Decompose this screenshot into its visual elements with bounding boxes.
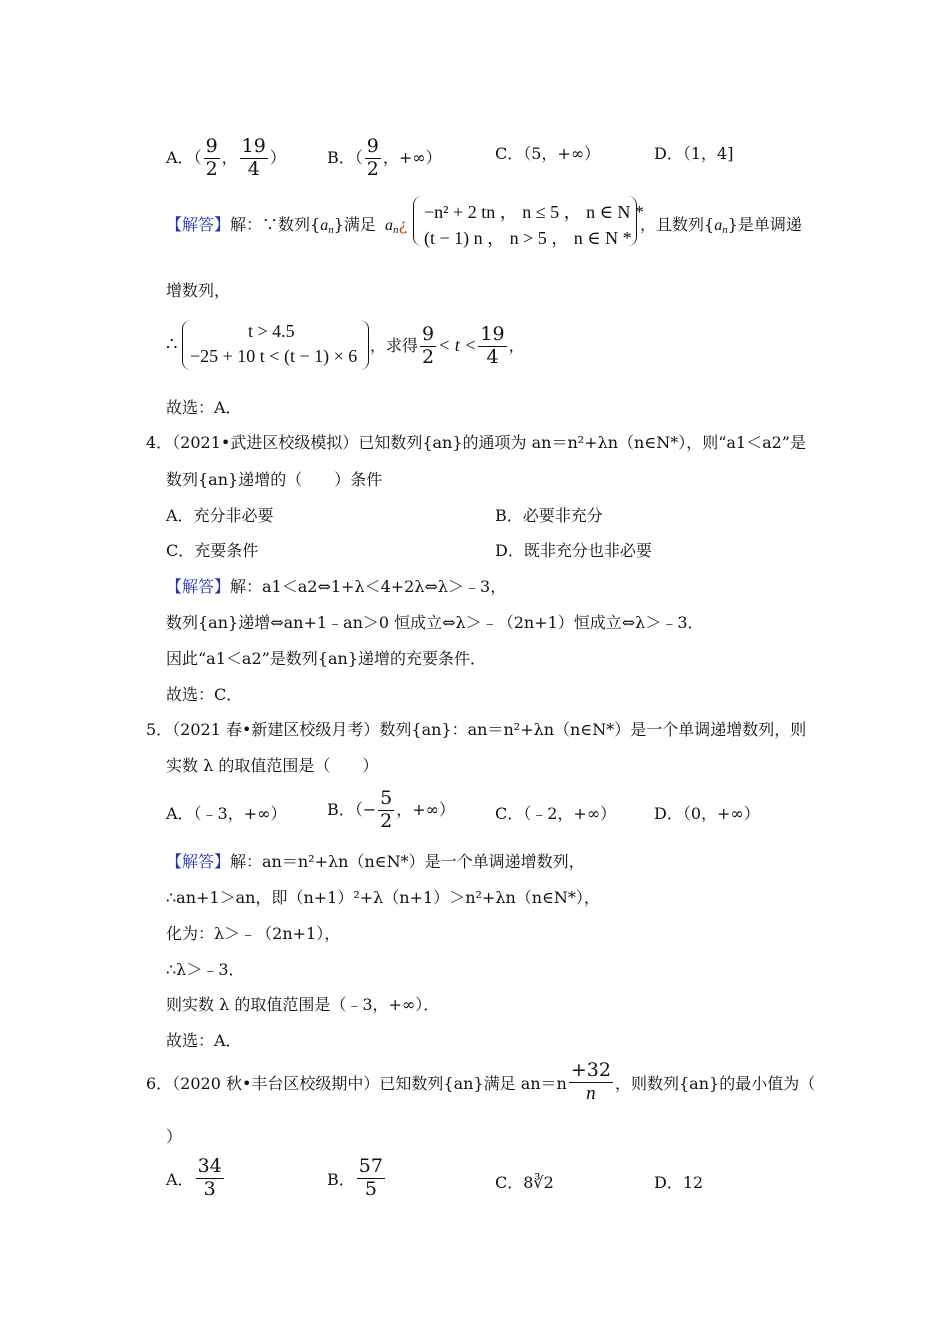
q6-option-c: C．8∛2 xyxy=(495,1173,554,1192)
system-line: t > 4.5 xyxy=(248,321,295,341)
fraction-denominator: 2 xyxy=(380,809,393,832)
q5-option-b-end: ，+∞） xyxy=(396,799,456,819)
q5-answer-line3: 化为：λ＞﹣（2n+1）， xyxy=(166,924,341,943)
system-line: −n² + 2 tn ， n ≤ 5 ， n ∈ N * xyxy=(424,202,644,222)
q3-option-a xyxy=(166,136,286,181)
answer-text: }满足 xyxy=(333,215,376,234)
fraction xyxy=(478,324,506,369)
q4-answer-line1 xyxy=(166,574,506,597)
q4-answer-line2: 数列{an}递增⇔an+1﹣an＞0 恒成立⇔λ＞﹣（2n+1）恒成立⇔λ＞﹣3． xyxy=(166,613,704,632)
q4-answer-line3: 因此“a1＜a2”是数列{an}递增的充要条件． xyxy=(166,649,487,668)
answer-text: 解：an＝n²+λn（n∈N*）是一个单调递增数列， xyxy=(230,852,585,871)
q3-bounds xyxy=(370,324,525,369)
fraction-numerator: 9 xyxy=(366,135,379,157)
fraction-denominator: 2 xyxy=(205,157,218,180)
q3-answer-line xyxy=(166,212,407,236)
fraction-denominator: 2 xyxy=(422,345,435,368)
fraction xyxy=(420,324,436,369)
fraction-numerator: 19 xyxy=(480,323,505,345)
q4-option-a: A．充分非必要 xyxy=(166,506,274,525)
var-a: a xyxy=(320,217,329,234)
var-a: a xyxy=(384,217,393,234)
q6-option-b-label: B． xyxy=(327,1169,355,1189)
q5-option-b xyxy=(327,788,455,833)
q3-option-b-end: ，+∞） xyxy=(382,147,442,167)
answer-text: }是单调递 xyxy=(727,215,802,234)
fraction xyxy=(365,136,381,181)
q4-stem-line2: 数列{an}递增的（ ）条件 xyxy=(166,470,383,489)
q6-stem-text: ，则数列{an}的最小值为（ xyxy=(614,1073,816,1093)
fraction-denominator: 4 xyxy=(247,157,260,180)
comma: ， xyxy=(508,335,525,355)
q3-option-b xyxy=(327,136,442,181)
fraction-numerator: 5 xyxy=(380,787,393,809)
q3-answer-cont: 增数列， xyxy=(166,281,231,300)
q3-option-a-label: A．（ xyxy=(166,147,202,167)
answer-text: 解：∵数列{ xyxy=(230,215,321,234)
fraction-denominator: 5 xyxy=(364,1177,377,1200)
stray-glyph: ¿ xyxy=(398,215,408,234)
fraction-numerator: 19 xyxy=(241,135,266,157)
fraction-numerator: 34 xyxy=(197,1155,222,1177)
q5-answer-line5: 则实数 λ 的取值范围是（﹣3，+∞）． xyxy=(166,995,440,1014)
answer-tag: 【解答】 xyxy=(166,577,231,596)
fraction xyxy=(196,1156,224,1201)
q6-option-a xyxy=(166,1156,226,1201)
right-brace xyxy=(360,320,369,370)
inequality: < t < xyxy=(438,334,477,355)
q5-answer-line4: ∴λ＞﹣3． xyxy=(166,960,245,979)
system-line: (t − 1) n ， n > 5 ， n ∈ N * xyxy=(424,228,632,248)
q5-option-d: D．（0，+∞） xyxy=(654,804,760,823)
fraction-denominator: 3 xyxy=(203,1177,216,1200)
fraction-numerator: 57 xyxy=(358,1155,383,1177)
fraction xyxy=(378,788,394,833)
q4-choose: 故选：C． xyxy=(166,685,243,704)
q4-option-b: B．必要非充分 xyxy=(495,506,603,525)
q6-option-d: D．12 xyxy=(654,1173,704,1192)
q5-option-b-label: B．（− xyxy=(327,799,377,819)
fraction-numerator: 9 xyxy=(205,135,218,157)
answer-tag: 【解答】 xyxy=(166,215,231,234)
left-brace xyxy=(413,196,422,246)
fraction-denominator: 2 xyxy=(366,157,379,180)
q3-choose: 故选：A． xyxy=(166,398,242,417)
q6-stem-text: 6．（2020 秋•丰台区校级期中）已知数列{an}满足 an＝n xyxy=(146,1073,567,1093)
q5-option-a: A．（﹣3，+∞） xyxy=(166,804,287,823)
q6-stem-line1 xyxy=(146,1060,815,1105)
fraction-numerator: +32 xyxy=(570,1059,611,1081)
system-line: −25 + 10 t < (t − 1) × 6 xyxy=(190,346,358,366)
q5-stem-line2: 实数 λ 的取值范围是（ ） xyxy=(166,756,379,775)
therefore-symbol: ∴ xyxy=(166,334,178,355)
fraction-numerator: 9 xyxy=(422,323,435,345)
q4-option-c: C．充要条件 xyxy=(166,541,259,560)
subscript-n: n xyxy=(328,224,334,236)
subscript-n: n xyxy=(392,224,399,236)
q5-answer-line2: ∴an+1＞an，即（n+1）²+λ（n+1）＞n²+λn（n∈N*）， xyxy=(166,888,600,907)
fraction xyxy=(240,136,268,181)
right-brace xyxy=(628,196,637,246)
q3-option-d: D．（1，4] xyxy=(654,144,734,163)
fraction xyxy=(357,1156,385,1201)
q4-option-d: D．既非充分也非必要 xyxy=(495,541,652,560)
q5-option-c: C．（﹣2，+∞） xyxy=(495,804,617,823)
fraction xyxy=(569,1060,613,1105)
q3-option-c: C．（5，+∞） xyxy=(495,144,601,163)
q6-option-a-label: A． xyxy=(166,1169,194,1189)
answer-tag: 【解答】 xyxy=(166,852,231,871)
fraction xyxy=(204,136,220,181)
var-a: a xyxy=(714,217,723,234)
q4-stem-line1: 4．（2021•武进区校级模拟）已知数列{an}的通项为 an＝n²+λn（n∈N*），则“a1＜a2”是 xyxy=(146,433,806,452)
q6-stem-line2: ） xyxy=(166,1127,183,1146)
fraction-denominator: 4 xyxy=(486,345,499,368)
answer-text: ，且数列{ xyxy=(640,215,715,234)
fraction-denominator: n xyxy=(586,1082,596,1104)
answer-text: ，求得 xyxy=(370,335,419,355)
q3-answer-tail xyxy=(640,212,802,236)
answer-text: 解：a1＜a2⇔1+λ＜4+2λ⇔λ＞﹣3， xyxy=(230,577,507,596)
subscript-n: n xyxy=(722,224,728,236)
q5-choose: 故选：A． xyxy=(166,1031,242,1050)
q5-stem-line1: 5．（2021 春•新建区校级月考）数列{an}：an＝n²+λn（n∈N*）是一个单调递增数列，则 xyxy=(146,720,807,739)
q5-answer-line1 xyxy=(166,849,585,872)
q6-option-b xyxy=(327,1156,387,1201)
q3-option-b-label: B．（ xyxy=(327,147,363,167)
close-paren: ） xyxy=(269,147,286,167)
separator: ， xyxy=(221,147,238,167)
